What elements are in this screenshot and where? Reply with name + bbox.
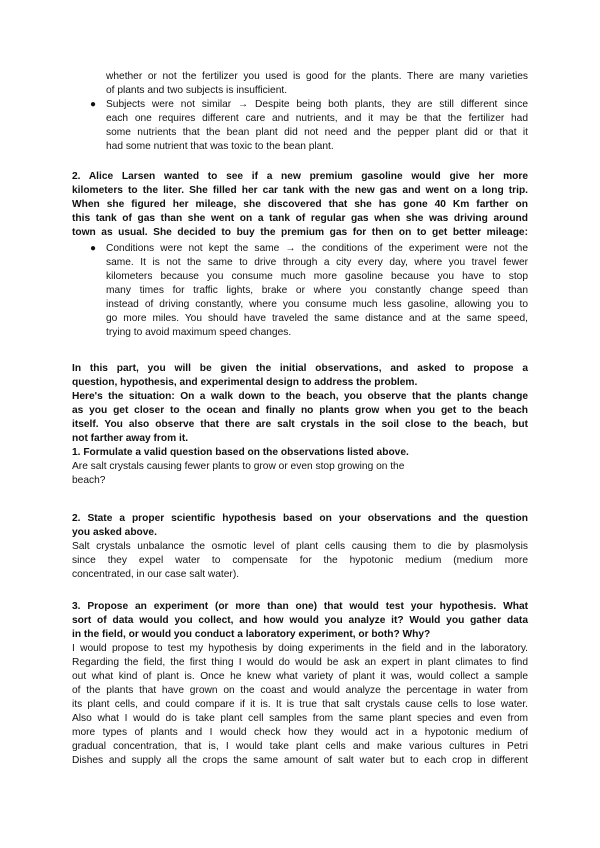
q-alice-line-5: town as usual. She decided to buy the premium gas for then on to get better mileage: (72, 227, 528, 238)
q3-heading-line-3: in the field, or would you conduct a laboratory experiment, or both? Why? (72, 629, 431, 640)
q-alice-bullet-line-6: go more miles. You should have traveled the same distance and at the same speed, (106, 313, 528, 324)
bullet-2-line-3: some nutrients that the bean plant did not need and the pepper plant did or that it (106, 127, 528, 138)
q-alice-bullet-line-1: Conditions were not kept the same → the conditions of the experiment were not the (106, 243, 528, 254)
q2-answer-line-3: concentrated, in our case salt water). (72, 569, 240, 580)
q3-answer-line-1: I would propose to test my hypothesis by doing experiments in the field and in the laboratory. (72, 643, 528, 654)
q1-answer-line-1: Are salt crystals causing fewer plants to grow or even stop growing on the (72, 461, 405, 472)
bullet-2-line-1: Subjects were not similar → Despite being both plants, they are still different since (106, 99, 528, 110)
q2-heading-line-1: 2. State a proper scientific hypothesis based on your observations and the question (72, 513, 528, 524)
bullet-icon: ● (90, 99, 97, 110)
q-alice-line-1: 2. Alice Larsen wanted to see if a new premium gasoline would give her more (72, 171, 528, 182)
q-alice-line-2: kilometers to the liter. She filled her car tank with the new gas and went on a long trip. (72, 185, 528, 196)
q3-answer-line-9: Dishes and supply all the crops the same amount of salt water but to each crop in different (72, 755, 528, 766)
q2-answer-line-2: since they expel water to compensate for the hypotonic medium (medium more (72, 555, 528, 566)
q3-heading-line-1: 3. Propose an experiment (or more than one) that would test your hypothesis. What (72, 601, 528, 612)
q-alice-bullet-line-3: kilometers because you consume much more gasoline because you have to stop (106, 271, 528, 282)
bullet-2-line-4: had some nutrient that was toxic to the bean plant. (106, 141, 334, 152)
q2-heading-line-2: you asked above. (72, 527, 157, 538)
q3-answer-line-8: gradual concentration, that is, I would take plant cells and make various cultures in Petri (72, 741, 528, 752)
q3-answer-line-6: Also what I would do is take plant cell samples from the same plant species and even from (72, 713, 528, 724)
q-alice-bullet-line-7: trying to avoid maximum speed changes. (106, 327, 292, 338)
q1-answer-line-2: beach? (72, 475, 106, 486)
intro-line-2: question, hypothesis, and experimental design to address the problem. (72, 377, 418, 388)
q3-answer-line-2: Regarding the field, the first thing I would do would be ask an expert in plant climates to find (72, 657, 528, 668)
q1-heading: 1. Formulate a valid question based on the observations listed above. (72, 447, 409, 458)
q3-answer-line-3: out what kind of plant is. Once he knew what variety of plant it was, would collect a sample (72, 671, 528, 682)
intro-line-6: not farther away from it. (72, 433, 189, 444)
q3-answer-line-4: of the plants that have grown on the coast and would analyze the percentage in water from (72, 685, 528, 696)
q-alice-bullet-line-5: instead of driving constantly, where you consume much less gasoline, allowing you to (106, 299, 528, 310)
q2-answer-line-1: Salt crystals unbalance the osmotic level of plant cells causing them to die by plasmolysis (72, 541, 528, 552)
bullet-icon: ● (90, 243, 97, 254)
intro-line-4: as you get closer to the ocean and finally no plants grow when you get to the beach (72, 405, 528, 416)
bullet-2-line-2: each one requires different care and nutrients, and it may be that the fertilizer had (106, 113, 528, 124)
q3-answer-line-7: more types of plants and I would check how they would act in a hypotonic medium of (72, 727, 528, 738)
intro-line-3: Here's the situation: On a walk down to the beach, you observe that the plants change (72, 391, 528, 402)
bullet-1-line-2: of plants and two subjects is insufficient. (106, 85, 288, 96)
intro-line-5: itself. You also observe that there are salt crystals in the soil close to the beach, but (72, 419, 528, 430)
q3-heading-line-2: sort of data would you collect, and how would you analyze it? Would you gather data (72, 615, 528, 626)
q-alice-line-4: this tank of gas than she went on a tank of regular gas when she was driving around (72, 213, 528, 224)
intro-line-1: In this part, you will be given the initial observations, and asked to propose a (72, 363, 528, 374)
q3-answer-line-5: its plant cells, and could compare if it is. It is true that salt crystals cause cells to lose water. (72, 699, 528, 710)
q-alice-bullet-line-4: many times for traffic lights, brake or where you constantly change speed than (106, 285, 528, 296)
bullet-1-line-1: whether or not the fertilizer you used is good for the plants. There are many varieties (106, 71, 528, 82)
q-alice-line-3: When she figured her mileage, she discovered that she has gone 40 Km farther on (72, 199, 528, 210)
q-alice-bullet-line-2: same. It is not the same to drive through a city every day, where you travel fewer (106, 257, 528, 268)
